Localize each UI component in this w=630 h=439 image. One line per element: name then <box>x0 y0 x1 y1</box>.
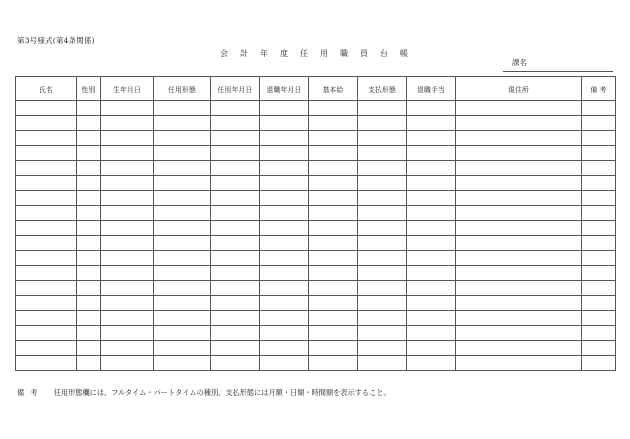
table-cell[interactable] <box>211 236 260 251</box>
table-cell[interactable] <box>407 236 456 251</box>
table-cell[interactable] <box>358 251 407 266</box>
table-cell[interactable] <box>309 266 358 281</box>
table-cell[interactable] <box>77 251 101 266</box>
table-cell[interactable] <box>260 311 309 326</box>
table-cell[interactable] <box>260 341 309 356</box>
table-cell[interactable] <box>358 356 407 371</box>
table-cell[interactable] <box>211 191 260 206</box>
table-cell[interactable] <box>154 296 211 311</box>
table-cell[interactable] <box>260 326 309 341</box>
table-cell[interactable] <box>358 101 407 116</box>
table-cell[interactable] <box>407 326 456 341</box>
table-cell[interactable] <box>309 296 358 311</box>
table-body <box>16 101 616 371</box>
table-cell[interactable] <box>582 296 616 311</box>
table-cell[interactable] <box>456 266 582 281</box>
table-cell[interactable] <box>154 356 211 371</box>
table-cell[interactable] <box>407 101 456 116</box>
table-cell[interactable] <box>582 191 616 206</box>
table-cell[interactable] <box>358 176 407 191</box>
table-cell[interactable] <box>456 161 582 176</box>
table-cell[interactable] <box>582 251 616 266</box>
department-label: 課名 <box>512 58 527 67</box>
table-cell[interactable] <box>16 116 77 131</box>
table-cell[interactable] <box>154 131 211 146</box>
table-cell[interactable] <box>309 161 358 176</box>
table-cell[interactable] <box>358 116 407 131</box>
table-cell[interactable] <box>582 206 616 221</box>
table-cell[interactable] <box>456 221 582 236</box>
table-row <box>16 236 616 251</box>
table-cell[interactable] <box>77 206 101 221</box>
table-cell[interactable] <box>358 191 407 206</box>
table-cell[interactable] <box>309 206 358 221</box>
table-cell[interactable] <box>358 266 407 281</box>
table-cell[interactable] <box>309 236 358 251</box>
form-number-label: 第3号様式(第4条関係) <box>17 36 95 45</box>
table-row <box>16 311 616 326</box>
table-cell[interactable] <box>101 266 154 281</box>
table-cell[interactable] <box>77 356 101 371</box>
table-cell[interactable] <box>101 176 154 191</box>
footnote <box>17 388 391 398</box>
table-cell[interactable] <box>358 341 407 356</box>
table-cell[interactable] <box>456 131 582 146</box>
table-cell[interactable] <box>407 206 456 221</box>
table-cell[interactable] <box>101 116 154 131</box>
table-cell[interactable] <box>260 131 309 146</box>
table-cell[interactable] <box>456 206 582 221</box>
table-cell[interactable] <box>211 206 260 221</box>
table-cell[interactable] <box>309 311 358 326</box>
table-cell[interactable] <box>358 131 407 146</box>
table-cell[interactable] <box>358 146 407 161</box>
table-cell[interactable] <box>309 176 358 191</box>
table-cell[interactable] <box>16 296 77 311</box>
table-row <box>16 191 616 206</box>
table-cell[interactable] <box>582 266 616 281</box>
table-cell[interactable] <box>407 251 456 266</box>
table-cell[interactable] <box>16 326 77 341</box>
table-row <box>16 131 616 146</box>
table-cell[interactable] <box>101 161 154 176</box>
table-cell[interactable] <box>582 116 616 131</box>
table-cell[interactable] <box>358 236 407 251</box>
table-cell[interactable] <box>309 221 358 236</box>
table-cell[interactable] <box>260 176 309 191</box>
table-cell[interactable] <box>101 101 154 116</box>
table-cell[interactable] <box>154 116 211 131</box>
table-cell[interactable] <box>260 236 309 251</box>
table-cell[interactable] <box>582 101 616 116</box>
table-cell[interactable] <box>211 176 260 191</box>
table-cell[interactable] <box>582 326 616 341</box>
table-cell[interactable] <box>211 296 260 311</box>
table-cell[interactable] <box>309 251 358 266</box>
table-row <box>16 176 616 191</box>
table-cell[interactable] <box>456 326 582 341</box>
table-cell[interactable] <box>260 206 309 221</box>
ledger-title: 会計年度任用職員台帳 <box>220 49 420 58</box>
table-cell[interactable] <box>211 281 260 296</box>
table-cell[interactable] <box>456 146 582 161</box>
column-header-birthdate: 生年月日 <box>101 77 154 101</box>
table-cell[interactable] <box>16 131 77 146</box>
table-cell[interactable] <box>456 311 582 326</box>
table-cell[interactable] <box>407 266 456 281</box>
table-cell[interactable] <box>456 281 582 296</box>
table-cell[interactable] <box>211 221 260 236</box>
table-cell[interactable] <box>456 191 582 206</box>
table-cell[interactable] <box>154 251 211 266</box>
table-cell[interactable] <box>154 191 211 206</box>
table-cell[interactable] <box>456 296 582 311</box>
table-row <box>16 116 616 131</box>
table-row <box>16 206 616 221</box>
table-cell[interactable] <box>77 296 101 311</box>
table-cell[interactable] <box>309 341 358 356</box>
table-cell[interactable] <box>211 356 260 371</box>
table-cell[interactable] <box>309 131 358 146</box>
table-row <box>16 221 616 236</box>
table-cell[interactable] <box>16 356 77 371</box>
table-cell[interactable] <box>309 101 358 116</box>
table-cell[interactable] <box>582 356 616 371</box>
table-cell[interactable] <box>582 281 616 296</box>
table-cell[interactable] <box>211 251 260 266</box>
footnote-text: 任用形態欄には、フルタイム・パートタイムの種別、支払形態には月額・日額・時間額を表示すること。 <box>53 388 391 397</box>
table-cell[interactable] <box>407 176 456 191</box>
table-cell[interactable] <box>582 341 616 356</box>
table-cell[interactable] <box>407 146 456 161</box>
table-cell[interactable] <box>260 296 309 311</box>
table-cell[interactable] <box>154 266 211 281</box>
table-cell[interactable] <box>154 221 211 236</box>
table-cell[interactable] <box>407 296 456 311</box>
table-cell[interactable] <box>407 161 456 176</box>
table-cell[interactable] <box>582 221 616 236</box>
table-cell[interactable] <box>16 206 77 221</box>
table-cell[interactable] <box>101 251 154 266</box>
table-cell[interactable] <box>309 356 358 371</box>
table-row <box>16 161 616 176</box>
table-cell[interactable] <box>101 131 154 146</box>
table-header-row <box>16 77 616 101</box>
table-cell[interactable] <box>154 341 211 356</box>
table-cell[interactable] <box>101 356 154 371</box>
table-cell[interactable] <box>16 281 77 296</box>
table-cell[interactable] <box>309 281 358 296</box>
table-cell[interactable] <box>456 101 582 116</box>
table-cell[interactable] <box>77 221 101 236</box>
table-cell[interactable] <box>101 341 154 356</box>
table-cell[interactable] <box>456 236 582 251</box>
table-cell[interactable] <box>16 251 77 266</box>
table-cell[interactable] <box>16 266 77 281</box>
table-cell[interactable] <box>358 221 407 236</box>
table-cell[interactable] <box>358 311 407 326</box>
table-cell[interactable] <box>101 281 154 296</box>
table-cell[interactable] <box>407 311 456 326</box>
table-cell[interactable] <box>309 326 358 341</box>
column-header-base-salary: 基本給 <box>309 77 358 101</box>
column-header-remarks: 備 考 <box>582 77 616 101</box>
table-cell[interactable] <box>582 161 616 176</box>
table-cell[interactable] <box>407 191 456 206</box>
table-cell[interactable] <box>77 236 101 251</box>
table-row <box>16 146 616 161</box>
table-cell[interactable] <box>77 266 101 281</box>
table-cell[interactable] <box>211 131 260 146</box>
table-cell[interactable] <box>582 311 616 326</box>
table-cell[interactable] <box>211 161 260 176</box>
table-cell[interactable] <box>211 101 260 116</box>
column-header-address: 現住所 <box>456 77 582 101</box>
table-cell[interactable] <box>211 146 260 161</box>
table-cell[interactable] <box>582 236 616 251</box>
table-cell[interactable] <box>77 176 101 191</box>
column-header-name: 氏名 <box>16 77 77 101</box>
column-header-retirement-date: 退職年月日 <box>260 77 309 101</box>
table-cell[interactable] <box>456 176 582 191</box>
table-cell[interactable] <box>16 191 77 206</box>
table-cell[interactable] <box>154 101 211 116</box>
table-cell[interactable] <box>260 101 309 116</box>
table-cell[interactable] <box>407 131 456 146</box>
table-row <box>16 296 616 311</box>
table-cell[interactable] <box>582 131 616 146</box>
table-cell[interactable] <box>260 161 309 176</box>
table-cell[interactable] <box>582 146 616 161</box>
table-cell[interactable] <box>16 341 77 356</box>
table-cell[interactable] <box>101 146 154 161</box>
table-cell[interactable] <box>358 326 407 341</box>
table-cell[interactable] <box>154 146 211 161</box>
table-row <box>16 266 616 281</box>
table-cell[interactable] <box>77 116 101 131</box>
employee-ledger-table <box>15 76 616 371</box>
table-cell[interactable] <box>582 176 616 191</box>
table-cell[interactable] <box>309 191 358 206</box>
table-cell[interactable] <box>260 116 309 131</box>
table-cell[interactable] <box>101 221 154 236</box>
table-cell[interactable] <box>260 266 309 281</box>
table-cell[interactable] <box>77 341 101 356</box>
table-cell[interactable] <box>77 281 101 296</box>
table-cell[interactable] <box>358 281 407 296</box>
table-cell[interactable] <box>77 146 101 161</box>
table-cell[interactable] <box>154 236 211 251</box>
column-header-employment-type: 任用形態 <box>154 77 211 101</box>
table-cell[interactable] <box>154 326 211 341</box>
table-cell[interactable] <box>211 326 260 341</box>
table-cell[interactable] <box>211 116 260 131</box>
column-header-payment-type: 支払形態 <box>358 77 407 101</box>
table-cell[interactable] <box>260 191 309 206</box>
table-cell[interactable] <box>101 326 154 341</box>
table-row <box>16 326 616 341</box>
table-cell[interactable] <box>358 296 407 311</box>
table-cell[interactable] <box>77 326 101 341</box>
footnote-label: 備考 <box>17 388 44 397</box>
table-cell[interactable] <box>358 161 407 176</box>
table-row <box>16 356 616 371</box>
table-cell[interactable] <box>154 161 211 176</box>
table-cell[interactable] <box>456 341 582 356</box>
table-cell[interactable] <box>16 146 77 161</box>
table-cell[interactable] <box>77 311 101 326</box>
table-cell[interactable] <box>456 251 582 266</box>
table-row <box>16 341 616 356</box>
table-cell[interactable] <box>16 161 77 176</box>
column-header-appointment-date: 任用年月日 <box>211 77 260 101</box>
table-row <box>16 101 616 116</box>
table-cell[interactable] <box>77 191 101 206</box>
table-cell[interactable] <box>407 116 456 131</box>
table-cell[interactable] <box>77 101 101 116</box>
table-row <box>16 251 616 266</box>
table-cell[interactable] <box>154 206 211 221</box>
table-cell[interactable] <box>101 296 154 311</box>
table-row <box>16 281 616 296</box>
table-cell[interactable] <box>154 176 211 191</box>
table-cell[interactable] <box>456 116 582 131</box>
table-cell[interactable] <box>407 356 456 371</box>
table-cell[interactable] <box>16 221 77 236</box>
table-cell[interactable] <box>211 311 260 326</box>
table-cell[interactable] <box>16 101 77 116</box>
table-cell[interactable] <box>16 176 77 191</box>
table-cell[interactable] <box>407 341 456 356</box>
table-cell[interactable] <box>260 146 309 161</box>
table-cell[interactable] <box>77 161 101 176</box>
table-cell[interactable] <box>260 221 309 236</box>
table-cell[interactable] <box>211 266 260 281</box>
table-cell[interactable] <box>101 206 154 221</box>
table-cell[interactable] <box>309 116 358 131</box>
table-cell[interactable] <box>407 281 456 296</box>
column-header-retirement-allowance: 退職手当 <box>407 77 456 101</box>
table-cell[interactable] <box>309 146 358 161</box>
table-cell[interactable] <box>358 206 407 221</box>
table-cell[interactable] <box>16 236 77 251</box>
table-cell[interactable] <box>260 356 309 371</box>
column-header-gender: 性別 <box>77 77 101 101</box>
table-cell[interactable] <box>77 131 101 146</box>
table-cell[interactable] <box>211 341 260 356</box>
table-cell[interactable] <box>260 251 309 266</box>
table-cell[interactable] <box>456 356 582 371</box>
table-cell[interactable] <box>154 311 211 326</box>
table-cell[interactable] <box>260 281 309 296</box>
department-field[interactable] <box>503 55 613 72</box>
table-cell[interactable] <box>407 221 456 236</box>
table-cell[interactable] <box>16 311 77 326</box>
table-cell[interactable] <box>101 191 154 206</box>
table-cell[interactable] <box>101 236 154 251</box>
table-cell[interactable] <box>154 281 211 296</box>
table-cell[interactable] <box>101 311 154 326</box>
